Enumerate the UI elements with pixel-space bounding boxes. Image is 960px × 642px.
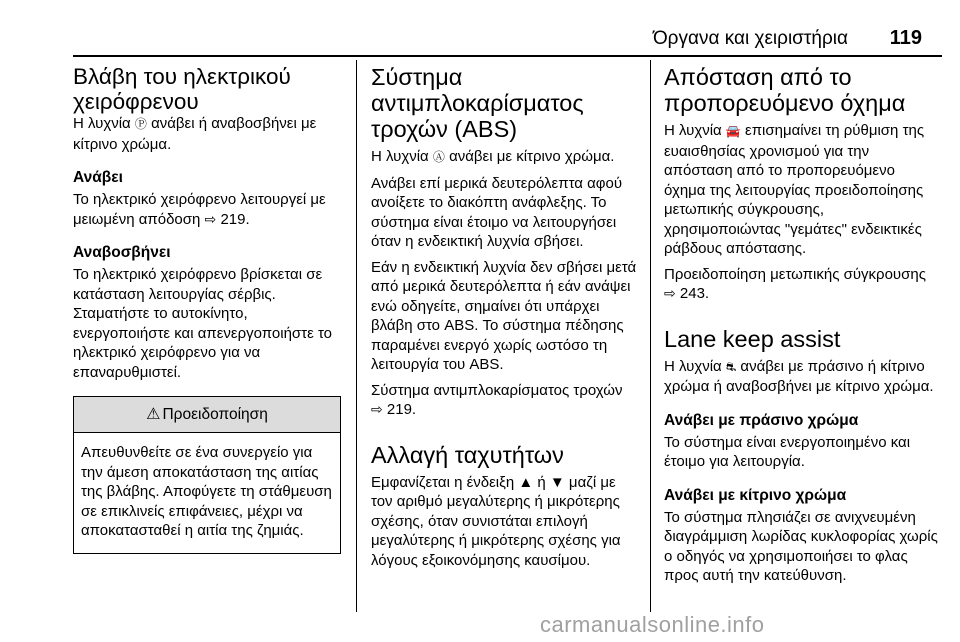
warning-triangle-icon: ⚠ xyxy=(146,406,161,423)
page-number: 119 xyxy=(889,27,922,49)
subheading-yellow: Ανάβει με κίτρινο χρώμα xyxy=(664,486,847,504)
page-reference-arrow-icon: ⇨ xyxy=(664,285,676,301)
abs-paragraph-3: Εάν η ενδεικτική λυχνία δεν σβήσει μετά από μερικά δευτερόλεπτα ή εάν ανάψει ενώ οδηγείτε, σημαίνει ότι υπάρχει βλάβη στο ABS. Το σύστημα πέδησης παραμένει ενεργό χωρίς ωστόσο τη λειτουργία του ABS. xyxy=(371,258,637,373)
gear-shift-text: Εμφανίζεται η ένδειξη ▲ ή ▼ μαζί με τον αριθμό μεγαλύτερης ή μικρότερης σχέσης, όταν συνιστάται επιλογή μεγαλύτερης ή μικρότερης σχέσης για λόγους εξοικονόμησης καυσίμου. xyxy=(371,473,621,569)
header-rule xyxy=(73,55,942,57)
brake-fault-intro: Η λυχνία Ⓟ ανάβει ή αναβοσβήνει με κίτρινο χρώμα. xyxy=(73,115,317,153)
subheading-lights-up: Ανάβει xyxy=(73,169,123,186)
subheading-green: Ανάβει με πράσινο χρώμα xyxy=(664,411,859,429)
lane-keep-icon: ⛐ xyxy=(725,359,737,374)
column-2 xyxy=(371,60,638,570)
following-distance-text: Η λυχνία 🚘 επισημαίνει τη ρύθμιση της ευαισθησίας χρονισμού για την απόσταση από το προπορευόμενο όχημα της λειτουργίας προειδοποίησης μετωπικής σύγκρουσης, χρησιμοποιώντας "γεμάτες" ενδεικτικές ράβδους απόστασης. xyxy=(664,122,925,257)
section-heading-lane-keep-assist: Lane keep assist xyxy=(664,325,841,352)
page-reference-arrow-icon: ⇨ xyxy=(204,210,217,227)
column-divider-2 xyxy=(650,60,651,612)
abs-paragraph-4: Σύστημα αντιμπλοκαρίσματος τροχών ⇨ 219. xyxy=(371,381,623,418)
running-title: Όργανα και χειριστήρια xyxy=(652,28,848,49)
yellow-text: Το σύστημα πλησιάζει σε ανιχνευμένη διαγράμμιση λωρίδας κυκλοφορίας χωρίς ο οδηγός να χρησιμοποιήσει το φλας προς αυτή την κατεύθυνση. xyxy=(664,508,938,584)
page-header xyxy=(0,28,960,58)
column-1 xyxy=(73,60,345,554)
lane-keep-intro: Η λυχνία ⛐ ανάβει με πράσινο ή κίτρινο χρώμα ή αναβοσβήνει με κίτρινο χρώμα. xyxy=(664,357,934,395)
warning-box xyxy=(73,396,341,554)
watermark: carmanualsonline.info xyxy=(540,612,765,637)
collision-warning-ref: Προειδοποίηση μετωπικής σύγκρουσης ⇨ 243. xyxy=(664,265,926,302)
warning-body xyxy=(74,433,340,553)
green-text: Το σύστημα είναι ενεργοποιημένο και έτοιμο για λειτουργία. xyxy=(664,433,911,470)
section-heading-brake-fault: Βλάβη του ηλεκτρικού χειρόφρενου xyxy=(73,64,291,114)
vehicle-ahead-icon: 🚘 xyxy=(725,124,741,138)
abs-intro: Η λυχνία Ⓐ ανάβει με κίτρινο χρώμα. xyxy=(371,147,638,168)
section-heading-abs: Σύστημα αντιμπλοκαρίσματος τροχών (ABS) xyxy=(371,64,584,142)
page-reference-arrow-icon: ⇨ xyxy=(371,401,383,417)
triangle-up-icon: ▲ xyxy=(518,473,534,491)
flashes-text: Το ηλεκτρικό χειρόφρενο βρίσκεται σε κατάσταση λειτουργίας σέρβις. Σταματήστε το αυτοκίνητο, ενεργοποιήστε και απενεργοποιήστε το ηλεκτρικό χειρόφρενο για να επαναρυθμιστεί. xyxy=(73,266,333,381)
abs-paragraph-2: Ανάβει επί μερικά δευτερόλεπτα αφού ανοίξετε το διακόπτη ανάφλεξης. Το σύστημα είναι έτοιμο να λειτουργήσει όταν η ενδεικτική λυχνία σβήσει. xyxy=(371,174,623,250)
column-divider-1 xyxy=(356,60,357,612)
column-3 xyxy=(664,60,939,586)
section-heading-gear-shift: Αλλαγή ταχυτήτων xyxy=(371,441,564,468)
section-heading-following-distance: Απόσταση από το προπορευόμενο όχημα xyxy=(664,64,906,116)
lights-up-text: Το ηλεκτρικό χειρόφρενο λειτουργεί με μειωμένη απόδοση ⇨ 219. xyxy=(73,191,326,228)
parking-brake-warning-icon: Ⓟ xyxy=(134,117,147,131)
warning-header: ⚠ Προειδοποίηση xyxy=(74,397,340,433)
warning-text: Απευθυνθείτε σε ένα συνεργείο για την άμεση αποκατάσταση της αιτίας της βλάβης. Αποφύγετε τη στάθμευση σε επικλινείς επιφάνειες, μέχρι να αποκατασταθεί η αιτία της ζημιάς. xyxy=(81,444,332,539)
subheading-flashes: Αναβοσβήνει xyxy=(73,244,171,261)
abs-warning-icon: Ⓐ xyxy=(432,150,445,164)
triangle-down-icon: ▼ xyxy=(549,473,565,491)
